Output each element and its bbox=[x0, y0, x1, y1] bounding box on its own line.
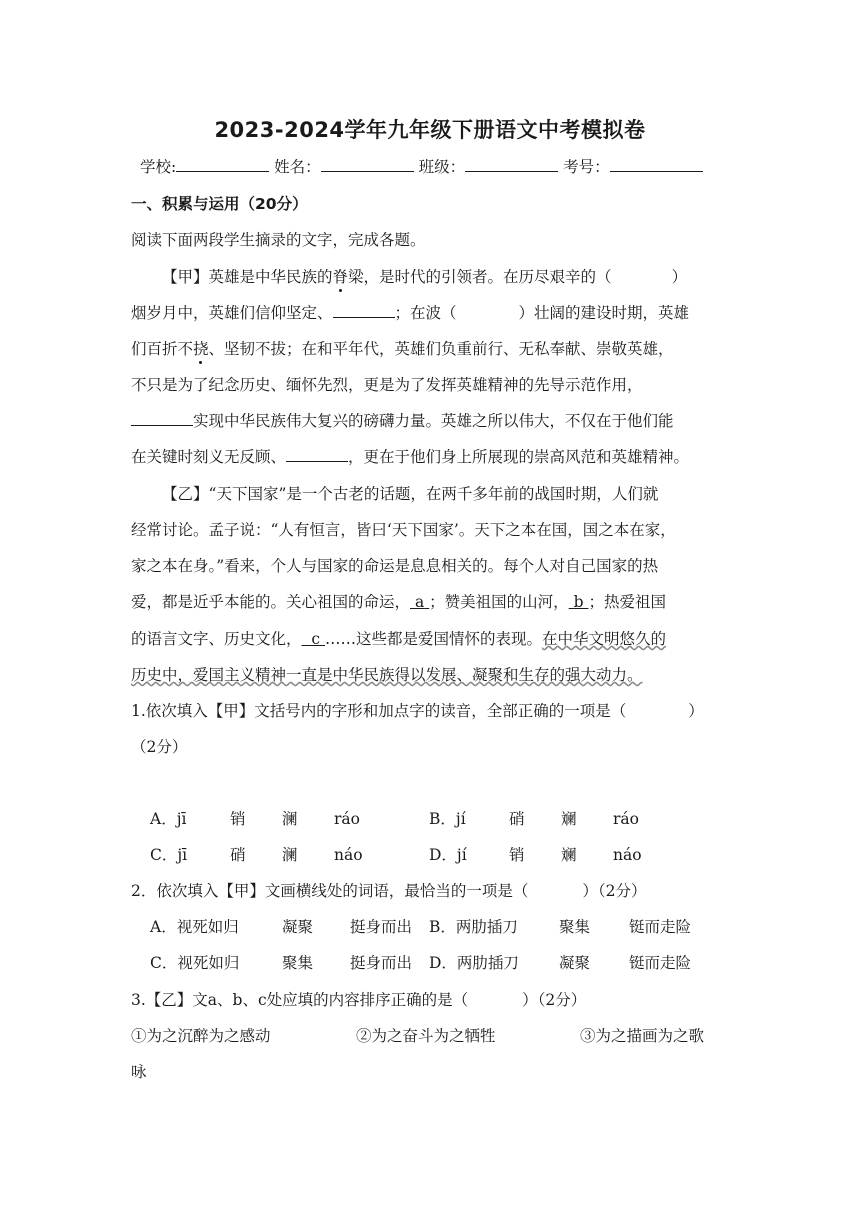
name-label: 姓名： bbox=[274, 158, 321, 176]
fill-blank[interactable] bbox=[131, 410, 193, 426]
question-text: ）（2分） bbox=[522, 991, 587, 1009]
passage-text: 、坚韧不拔；在和平年代，英雄们负重前行、无私奉献、崇敬英雄， bbox=[208, 340, 674, 358]
exam-title: 2023-2024学年九年级下册语文中考模拟卷 bbox=[214, 118, 646, 142]
question-text: 1.依次填入【甲】文括号内的字形和加点字的读音，全部正确的一项是（ bbox=[131, 702, 627, 720]
fill-blank[interactable] bbox=[333, 302, 395, 318]
question-text: ） bbox=[688, 702, 704, 720]
dotted-character: 挠 bbox=[193, 340, 209, 358]
name-blank[interactable] bbox=[321, 156, 414, 172]
passage-text: “天下国家”是一个古老的话题，在两千多年前的战国时期，人们就 bbox=[208, 485, 659, 503]
dotted-character: 脊 bbox=[332, 268, 349, 286]
passage-text: 英雄是中华民族的 bbox=[208, 268, 333, 286]
passage-text: ，更在于他们身上所展现的崇高风范和英雄精神。 bbox=[348, 448, 690, 466]
number-label: 考号： bbox=[563, 158, 610, 176]
question-text: 3.【乙】文a、b、c处应填的内容排序正确的是（ bbox=[131, 991, 469, 1009]
blank-b: b bbox=[573, 593, 584, 611]
passage-line bbox=[131, 302, 689, 324]
passage-text: 们百折不 bbox=[131, 340, 194, 358]
exam-page: 2023-2024学年九年级下册语文中考模拟卷 学校: 姓名： 班级： 考号： 一、积累与运用（20分） 阅读下面两段学生摘录的文字，完成各题。 【甲】英雄是中华民族的脊梁，是时代的引领者。在历尽艰辛的（ ） 烟岁月中，英雄们信仰坚定、 ；在波（ ）壮阔的建设时期，英雄 们百折不挠、坚韧不拔；在和平年代，英雄们负重前行、无私奉献、崇敬英雄， 不只是为了纪念历史、缅怀先烈，更是为了发挥英雄精神的先导示范作用， 实现中华民族伟大复兴的磅礴力量。英雄之所以伟大，不仅在于他们能 在关键时刻义无反顾、 ，更在于他们身上所展现的崇高风范和英雄精神。 【乙】“天下国家”是一个古老的话题，在两千多年前的战国时期，人们就 经常讨论。孟子说：“人有恒言，皆曰‘天下国家’。天下之本在国，国之本在家， 家之本在身。”看来，个人与国家的命运是息息相关的。每个人对自己国家的热 爱，都是近乎本能的。关心祖国的命运， a ；赞美祖国的山河， b ；热爱祖国 的语言文字、历史文化， c ……这些都是爱国情怀的表现。在中华文明悠久的 历史中，爱国主义精神一直是中华民族得以发展、凝聚和生存的强大动力。 1.依次填入【甲】文括号内的字形和加点字的读音，全部正确的一项是（ ） （2分） A．jī 销 澜 ráo B．jí 硝 斓 ráo C．jī 硝 澜 náo D．jí 销 斓 náo 2．依次填入【甲】文画横线处的词语，最恰当的一项是（ ）（2分） A．视死如归 凝聚 挺身而出 B．两肋插刀 聚集 铤而走险 C．视死如归 聚集 挺身而出 D．两肋插刀 凝聚 铤而走险 3.【乙】文a、b、c处应填的内容排序正确的是（ ）（2分） ①为之沉醉为之感动 ②为之奋斗为之牺牲 ③为之描画为之歌 咏 bbox=[0, 0, 860, 1216]
section-heading: 一、积累与运用（20分） bbox=[131, 195, 308, 213]
passage-line bbox=[131, 446, 689, 468]
question-text: ）（2分） bbox=[582, 882, 647, 900]
question-stem bbox=[131, 700, 704, 722]
choice-item: ②为之奋斗为之牺牲 bbox=[356, 1027, 496, 1045]
passage-line: 经常讨论。孟子说：“人有恒言，皆曰‘天下国家’。天下之本在国，国之本在家， bbox=[131, 521, 676, 539]
passage-text: ）壮阔的建设时期，英雄 bbox=[518, 304, 690, 322]
passage-text: 梁，是时代的引领者。在历尽艰辛的（ bbox=[348, 268, 612, 286]
passage-label: 【甲】 bbox=[162, 268, 209, 286]
blank-a: a bbox=[414, 593, 425, 611]
passage-label: 【乙】 bbox=[162, 485, 209, 503]
choice-item: ③为之描画为之歌 bbox=[580, 1027, 705, 1045]
passage-line: 家之本在身。”看来，个人与国家的命运是息息相关的。每个人对自己国家的热 bbox=[131, 557, 659, 575]
section-intro: 阅读下面两段学生摘录的文字，完成各题。 bbox=[131, 231, 426, 249]
choice-item-wrap: 咏 bbox=[131, 1063, 147, 1081]
passage-text: ……这些都是爱国情怀的表现。 bbox=[325, 630, 543, 648]
school-blank[interactable] bbox=[176, 156, 269, 172]
question-text: 2．依次填入【甲】文画横线处的词语，最恰当的一项是（ bbox=[131, 882, 529, 900]
question-score: （2分） bbox=[131, 738, 188, 756]
passage-line bbox=[131, 410, 674, 432]
passage-text: ；赞美祖国的山河， bbox=[429, 593, 569, 611]
passage-text: 烟岁月中，英雄们信仰坚定、 bbox=[131, 304, 333, 322]
passage-line bbox=[131, 338, 674, 360]
passage-text: ） bbox=[671, 268, 688, 286]
blank-c: c bbox=[311, 630, 321, 648]
passage-text: 爱，都是近乎本能的。关心祖国的命运， bbox=[131, 593, 411, 611]
passage-line bbox=[131, 664, 643, 686]
passage-text: 在关键时刻义无反顾、 bbox=[131, 448, 287, 466]
question-stem bbox=[131, 989, 586, 1011]
fill-blank[interactable] bbox=[286, 446, 348, 462]
class-label: 班级： bbox=[418, 158, 466, 176]
passage-line bbox=[131, 591, 666, 613]
passage-text: ；热爱祖国 bbox=[588, 593, 666, 611]
passage-text: ；在波（ bbox=[394, 304, 457, 322]
school-label: 学校: bbox=[140, 158, 177, 176]
choice-item: ①为之沉醉为之感动 bbox=[131, 1027, 271, 1045]
student-info-line bbox=[140, 156, 703, 178]
passage-line bbox=[162, 483, 658, 505]
number-blank[interactable] bbox=[610, 156, 703, 172]
question-stem bbox=[131, 880, 647, 902]
underlined-sentence: 在中华文明悠久的 bbox=[542, 630, 667, 648]
class-blank[interactable] bbox=[465, 156, 558, 172]
underlined-sentence: 历史中，爱国主义精神一直是中华民族得以发展、凝聚和生存的强大动力。 bbox=[131, 666, 643, 684]
passage-line bbox=[131, 628, 666, 650]
passage-line bbox=[162, 266, 687, 288]
passage-text: 实现中华民族伟大复兴的磅礴力量。英雄之所以伟大，不仅在于他们能 bbox=[193, 412, 674, 430]
passage-line: 不只是为了纪念历史、缅怀先烈，更是为了发挥英雄精神的先导示范作用， bbox=[131, 376, 643, 394]
passage-text: 的语言文字、历史文化， bbox=[131, 630, 302, 648]
